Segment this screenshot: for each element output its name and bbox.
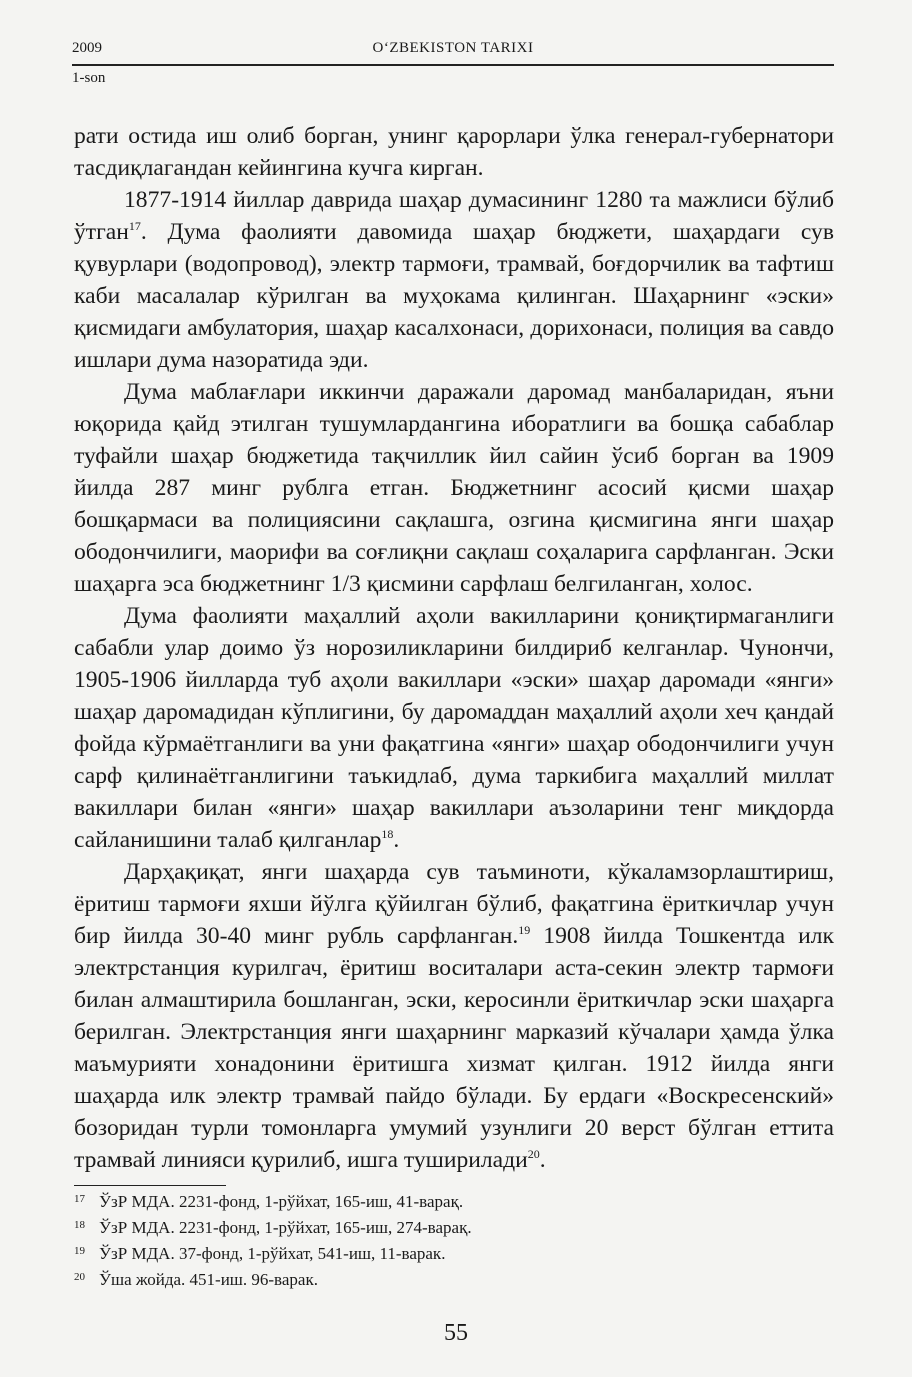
paragraph-2-text-cont: . Дума фаолияти давомида шаҳар бюджети, шаҳардаги сув қувурлари (водопровод), электр тармоғи, трамвай, боғдорчилик ва тафтиш каби масалалар кўрилган ва муҳокама қилинган. Шаҳарнинг «эски» қисмидаги амбулатория, шаҳар касалхонаси, дорихонаси, полиция ва савдо ишлари дума назоратида эди. [74, 219, 834, 373]
footnote-text: ЎзР МДА. 2231-фонд, 1-рўйхат, 165-иш, 41-варақ. [99, 1192, 464, 1211]
footnote-ref-18: 18 [381, 827, 394, 842]
paragraph-3 [74, 376, 834, 600]
footnote-ref-20: 20 [527, 1147, 540, 1162]
paragraph-5-text: Дарҳақиқат, янги шаҳарда сув таъминоти, кўкаламзорлаштириш, ёритиш тармоғи яхши йўлга қўйилган бўлиб, фақатгина ёриткичлар учун бир йилда 30-40 минг рубль сарфланган. [74, 859, 834, 949]
footnote-text: ЎзР МДА. 37-фонд, 1-рўйхат, 541-иш, 11-варак. [99, 1244, 446, 1263]
footnote-item [74, 1190, 834, 1216]
article-body [74, 120, 834, 1176]
footnote-ref-19: 19 [518, 923, 531, 938]
footnote-number: 20 [74, 1271, 85, 1283]
page-number: 55 [444, 1320, 468, 1346]
footnote-separator [74, 1185, 226, 1186]
footnote-text: Ўша жойда. 451-иш. 96-варак. [99, 1270, 318, 1289]
paragraph-2 [74, 184, 834, 376]
paragraph-4-text: Дума фаолияти маҳаллий аҳоли вакилларини қониқтирмаганлиги сабабли улар доимо ўз норозиликларини билдириб келганлар. Чунончи, 1905-1906 йилларда туб аҳоли вакиллари «эски» шаҳар даромади «янги» шаҳар даромадидан кўплигини, бу даромаддан маҳаллий аҳоли хеч қандай фойда кўрмаётганлиги ва уни фақатгина «янги» шаҳар ободончилиги учун сарф қилинаётганлигини таъкидлаб, дума таркибига маҳаллий миллат вакиллари билан «янги» шаҳар вакиллари аъзоларини тенг миқдорда сайланишини талаб қилганлар [74, 603, 834, 853]
footnote-item [74, 1268, 834, 1294]
footnote-number: 18 [74, 1219, 85, 1231]
header-year: 2009 [72, 40, 102, 56]
paragraph-1 [74, 120, 834, 184]
paragraph-5 [74, 856, 834, 1176]
footnote-item [74, 1216, 834, 1242]
header-rule [72, 64, 834, 66]
running-header [72, 38, 834, 90]
header-issue: 1-son [72, 70, 106, 86]
footnote-number: 17 [74, 1193, 85, 1205]
footnote-item [74, 1242, 834, 1268]
header-journal-title: O‘ZBEKISTON TARIXI [372, 40, 534, 56]
paragraph-3-text: Дума маблағлари иккинчи даражали даромад манбаларидан, яъни юқорида қайд этилган тушумлардангина иборатлиги ва бошқа сабаблар туфайли шаҳар бюджетида тақчиллик йил сайин ўсиб борган ва 1909 йилда 287 минг рублга етган. Бюджетнинг асосий қисми шаҳар бошқармаси ва полициясини сақлашга, озгина қисмигина янги шаҳар ободончилиги, маорифи ва соғлиқни сақлаш соҳаларига сарфланган. Эски шаҳарга эса бюджетнинг 1/3 қисмини сарфлаш белгиланган, холос. [74, 379, 834, 597]
paragraph-4 [74, 600, 834, 856]
paragraph-5-text-end: . [539, 1147, 546, 1173]
paragraph-4-text-cont: . [393, 827, 400, 853]
paragraph-1-text: рати остида иш олиб борган, унинг қарорлари ўлка генерал-губернатори тасдиқлагандан кейингина кучга кирган. [74, 123, 834, 181]
footnote-text: ЎзР МДА. 2231-фонд, 1-рўйхат, 165-иш, 274-варақ. [99, 1218, 472, 1237]
paragraph-5-text-cont: 1908 йилда Тошкентда илк электрстанция курилгач, ёритиш воситалари аста-секин электр тармоғи билан алмаштирила бошланган, эски, керосинли ёриткичлар эски шаҳарга берилган. Электрстанция янги шаҳарнинг марказий кўчалари ҳамда ўлка маъмурияти хонадонини ёритишга хизмат қилган. 1912 йилда янги шаҳарда илк электр трамвай пайдо бўлади. Бу ердаги «Воскресенский» бозоридан турли томонларга умумий узунлиги 20 верст бўлган еттита трамвай линияси қурилиб, ишга туширилади [74, 923, 834, 1173]
footnotes [74, 1190, 834, 1294]
footnote-number: 19 [74, 1245, 85, 1257]
footnote-ref-17: 17 [128, 219, 141, 234]
paragraph-2-text: 1877-1914 йиллар даврида шаҳар думасининг 1280 та мажлиси бўлиб ўтган [74, 187, 834, 245]
